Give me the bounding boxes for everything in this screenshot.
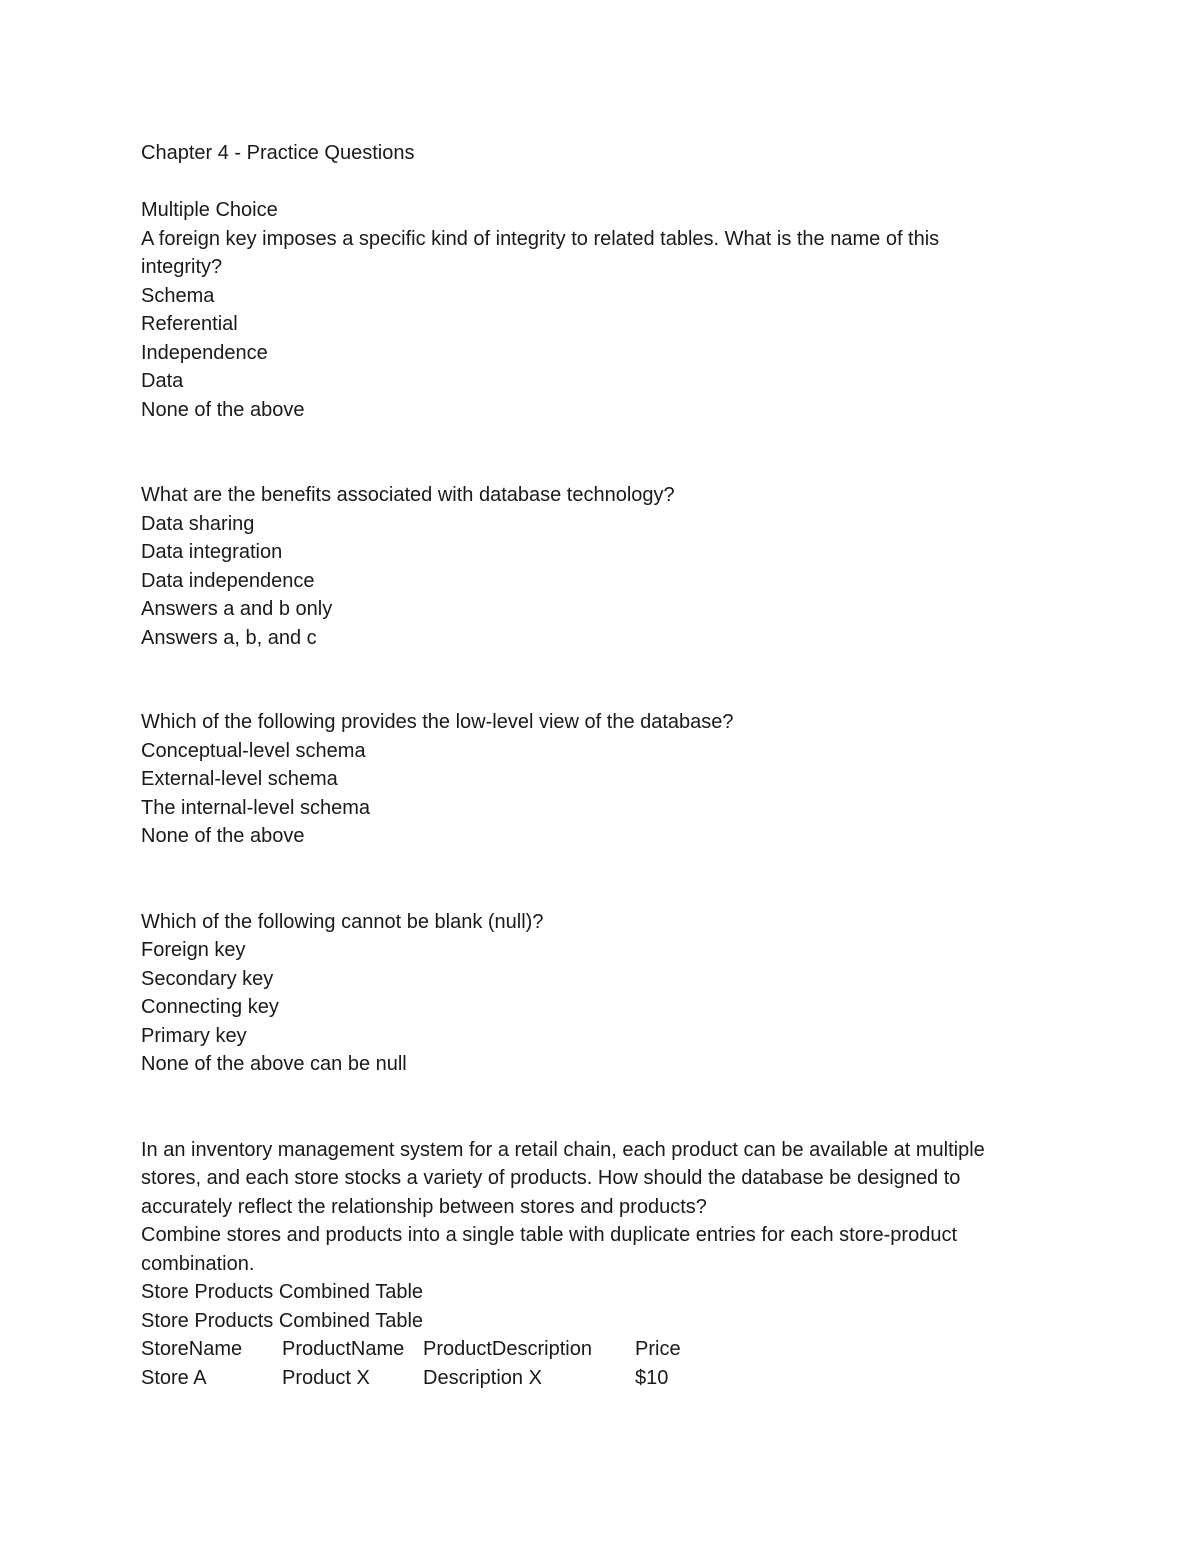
question-stem-line: A foreign key imposes a specific kind of integrity to related tables. What is the name of this xyxy=(141,227,940,250)
question-4 xyxy=(141,908,1061,1079)
answer-option: Primary key xyxy=(141,1024,247,1047)
answer-option: The internal-level schema xyxy=(141,796,370,819)
section-heading: Multiple Choice xyxy=(141,199,278,221)
table-cell: Product X xyxy=(282,1366,370,1389)
table-header-cell: Price xyxy=(635,1338,681,1360)
answer-option: Answers a, b, and c xyxy=(141,626,317,649)
answer-option: Independence xyxy=(141,341,268,364)
answer-option: combination. xyxy=(141,1252,255,1275)
question-stem-line: Which of the following provides the low-level view of the database? xyxy=(141,711,734,733)
spacer xyxy=(141,851,1061,908)
spacer xyxy=(141,168,1061,197)
table-header-cell: ProductDescription xyxy=(423,1338,592,1360)
table-cell: Description X xyxy=(423,1366,542,1389)
answer-option: Data independence xyxy=(141,569,315,592)
answer-option: Connecting key xyxy=(141,996,279,1018)
question-5 xyxy=(141,1136,1061,1393)
answer-option: Schema xyxy=(141,284,215,307)
answer-option: Data sharing xyxy=(141,512,255,535)
store-products-table xyxy=(141,1335,1061,1392)
question-1 xyxy=(141,225,1061,425)
answer-option: Answers a and b only xyxy=(141,598,333,620)
spacer xyxy=(141,424,1061,481)
table-header-cell: StoreName xyxy=(141,1338,243,1360)
answer-option: External-level schema xyxy=(141,768,338,790)
table-caption: Store Products Combined Table xyxy=(141,1281,424,1303)
table-caption: Store Products Combined Table xyxy=(141,1309,424,1332)
answer-option: Conceptual-level schema xyxy=(141,739,366,762)
table-header-cell: ProductName xyxy=(282,1338,405,1360)
question-stem-line: In an inventory management system for a retail chain, each product can be available at multiple xyxy=(141,1138,985,1161)
table-row xyxy=(141,1364,1061,1393)
answer-option: Data xyxy=(141,370,184,392)
question-stem-line: integrity? xyxy=(141,256,223,278)
answer-option: None of the above xyxy=(141,398,305,421)
answer-option: Data integration xyxy=(141,541,283,563)
spacer xyxy=(141,652,1061,708)
answer-option: None of the above can be null xyxy=(141,1053,407,1075)
table-header-row xyxy=(141,1335,1061,1364)
spacer xyxy=(141,1079,1061,1136)
answer-option: Foreign key xyxy=(141,939,246,961)
page-title: Chapter 4 - Practice Questions xyxy=(141,142,415,164)
question-stem-line: What are the benefits associated with database technology? xyxy=(141,484,675,506)
question-stem-line: Which of the following cannot be blank (null)? xyxy=(141,910,544,933)
answer-option: Combine stores and products into a single table with duplicate entries for each store-product xyxy=(141,1224,958,1246)
table-cell: Store A xyxy=(141,1366,207,1389)
question-3 xyxy=(141,708,1061,851)
answer-option: Referential xyxy=(141,313,238,335)
question-2 xyxy=(141,481,1061,652)
table-cell: $10 xyxy=(635,1366,669,1389)
question-stem-line: stores, and each store stocks a variety of products. How should the database be designed to xyxy=(141,1167,961,1189)
answer-option: None of the above xyxy=(141,825,305,847)
question-stem-line: accurately reflect the relationship between stores and products? xyxy=(141,1195,707,1218)
answer-option: Secondary key xyxy=(141,967,274,990)
document-page xyxy=(141,139,1061,1392)
